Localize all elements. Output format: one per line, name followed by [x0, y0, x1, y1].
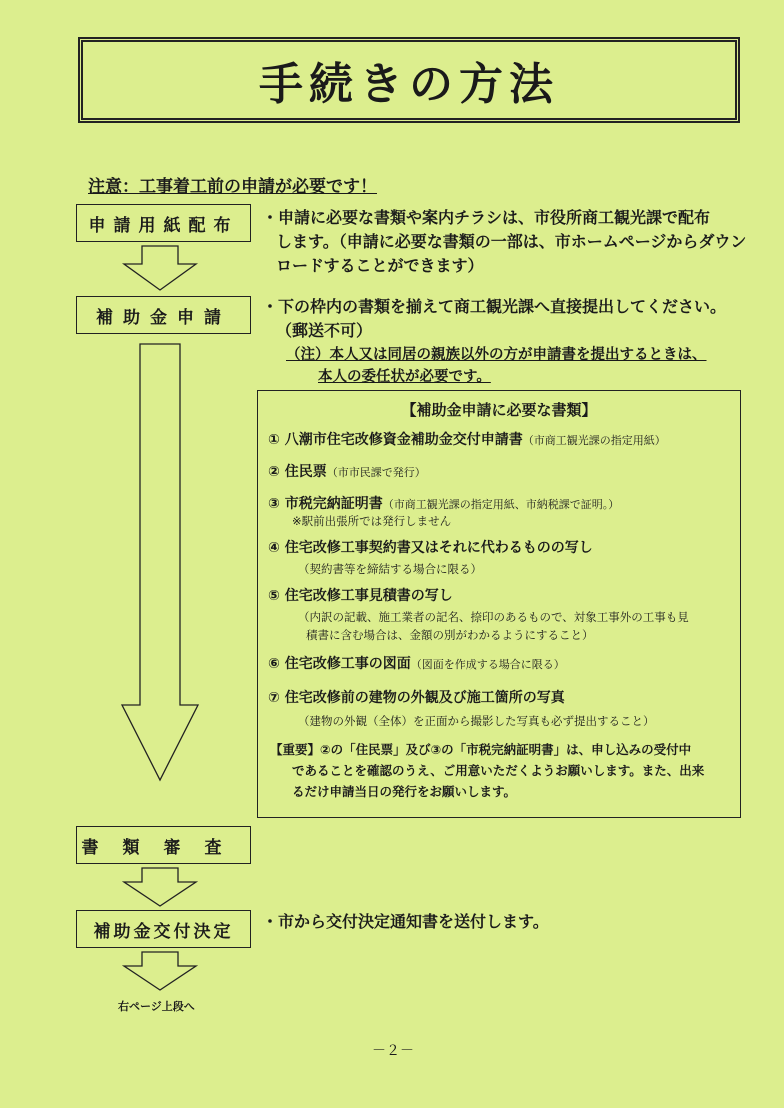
- long-arrow-down-icon: [120, 340, 200, 785]
- arrow-down-icon: [120, 244, 200, 294]
- next-page-note: 右ページ上段へ: [118, 1000, 195, 1013]
- required-documents-box: [257, 390, 741, 818]
- title-box: [78, 37, 740, 123]
- distribute-text-1: ・申請に必要な書類や案内チラシは、市役所商工観光課で配布: [262, 208, 711, 227]
- distribute-text-2: します。（申請に必要な書類の一部は、市ホームページからダウン: [276, 232, 747, 251]
- doc-item-2: ② 住民票（市市民課で発行）: [268, 464, 426, 480]
- apply-note-1: （注）本人又は同居の親族以外の方が申請書を提出するときは、: [286, 347, 707, 363]
- doc-item-4-sub: （契約書等を締結する場合に限る）: [298, 562, 482, 576]
- docs-title: 【補助金申請に必要な書類】: [401, 401, 597, 419]
- step-review: 書類審査: [76, 826, 251, 864]
- doc-item-3: ③ 市税完納証明書（市商工観光課の指定用紙、市納税課で証明。）: [268, 496, 620, 512]
- doc-item-1: ① 八潮市住宅改修資金補助金交付申請書（市商工観光課の指定用紙）: [268, 432, 666, 448]
- page-number: －２－: [372, 1043, 414, 1059]
- arrow-down-icon: [120, 950, 200, 994]
- important-note: 【重要】②の「住民票」及び③の「市税完納証明書」は、申し込みの受付中 であることを確認のうえ、ご用意いただくようお願いします。また、出来 るだけ申請当日の発行をお願いします。: [270, 742, 705, 799]
- step-distribute: 申請用紙配布: [76, 204, 251, 242]
- doc-item-5-sub-1: （内訳の記載、施工業者の記名、捺印のあるもので、対象工事外の工事も見: [298, 610, 689, 624]
- apply-text-2: （郵送不可）: [276, 321, 373, 340]
- doc-item-4: ④ 住宅改修工事契約書又はそれに代わるものの写し: [268, 540, 593, 556]
- distribute-text-3: ロードすることができます）: [276, 256, 484, 275]
- page-title: 手続きの方法: [259, 59, 559, 110]
- doc-item-7-sub: （建物の外観（全体）を正面から撮影した写真も必ず提出すること）: [298, 714, 655, 728]
- doc-item-6: ⑥ 住宅改修工事の図面（図面を作成する場合に限る）: [268, 656, 565, 672]
- doc-item-7: ⑦ 住宅改修前の建物の外観及び施工箇所の写真: [268, 690, 565, 706]
- step-apply: 補助金申請: [76, 296, 251, 334]
- doc-item-3-sub: ※駅前出張所では発行しません: [292, 514, 452, 528]
- caution-text: 注意：工事着工前の申請が必要です！: [88, 177, 377, 197]
- doc-item-5: ⑤ 住宅改修工事見積書の写し: [268, 588, 453, 604]
- doc-item-5-sub-2: 積書に含む場合は、金額の別がわかるようにすること）: [306, 628, 594, 642]
- apply-text-1: ・下の枠内の書類を揃えて商工観光課へ直接提出してください。: [262, 297, 727, 316]
- decision-text-1: ・市から交付決定通知書を送付します。: [262, 912, 549, 931]
- apply-note-2: 本人の委任状が必要です。: [318, 369, 491, 385]
- arrow-down-icon: [120, 866, 200, 910]
- step-decision: 補助金交付決定: [76, 910, 251, 948]
